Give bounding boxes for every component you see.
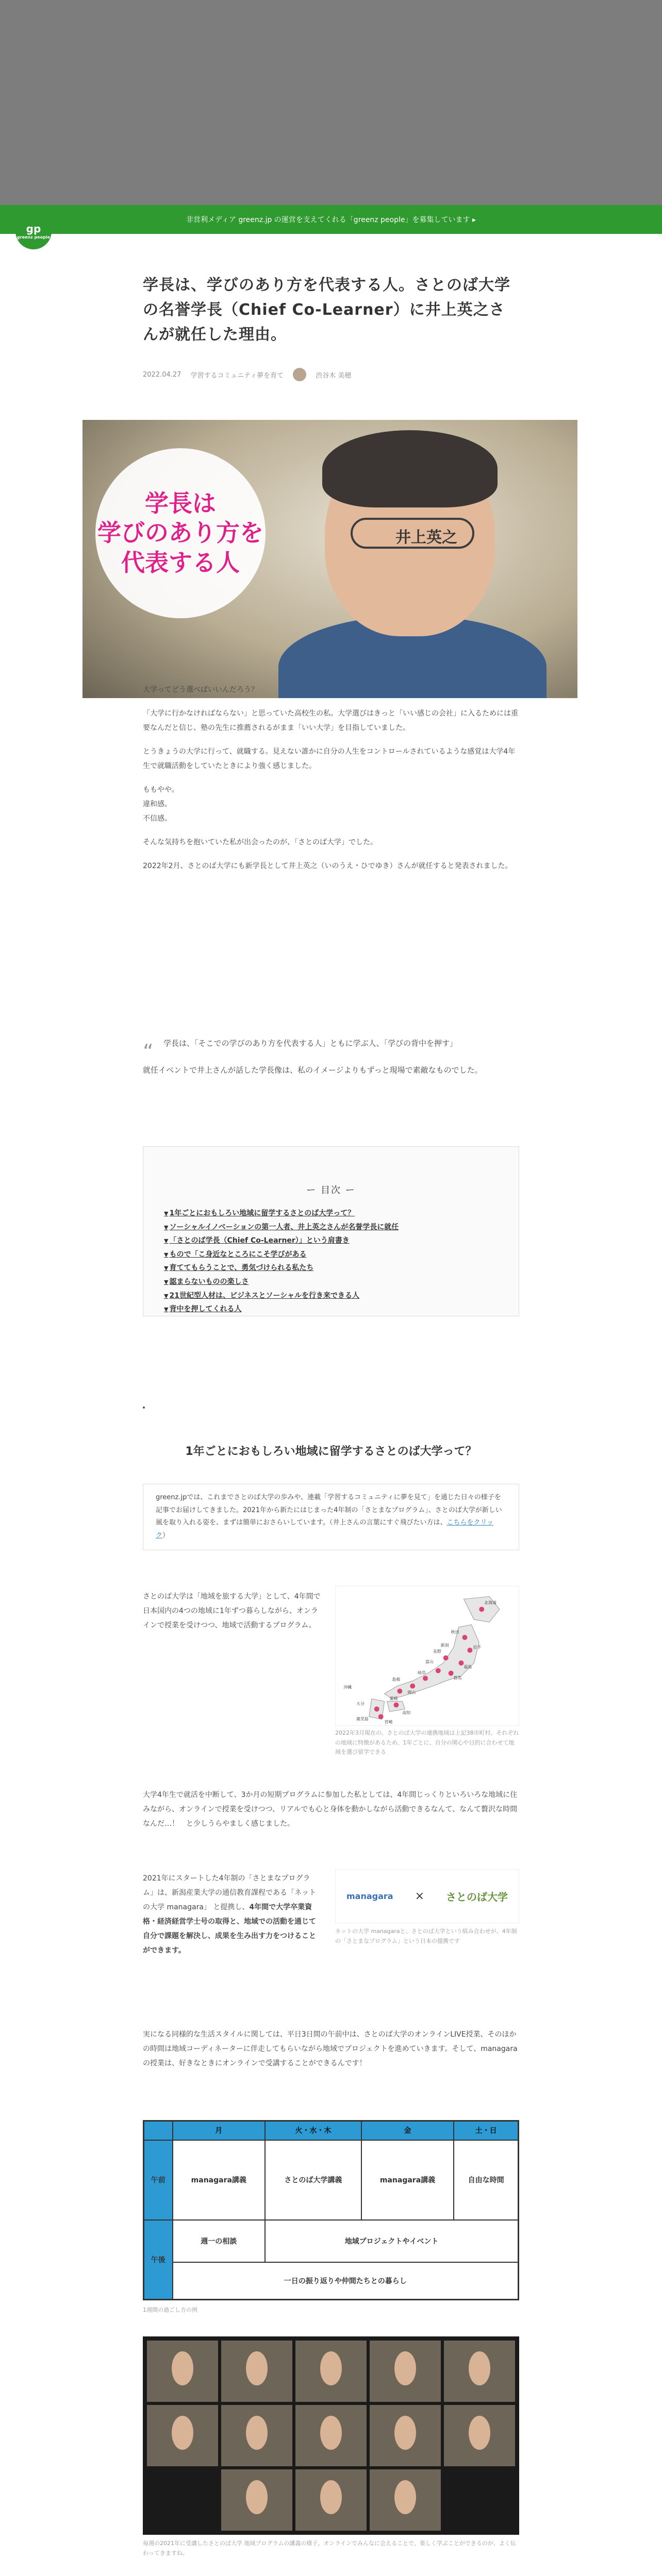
schedule-cell: さとのば大学講義 [265, 2140, 361, 2220]
intro-paragraph: とうきょうの大学に行って、就職する。見えない誰かに自分の人生をコントロールされているような感覚は大学4年生で就職活動をしていたときにより強く感じました。 [143, 748, 516, 770]
schedule-header-cell: 土・日 [454, 2121, 518, 2140]
map-label: 愛媛 [389, 1696, 398, 1701]
toc-title: ー 目次 ー [306, 1185, 356, 1196]
table-of-contents [143, 1146, 519, 1316]
intro-paragraph: 「大学に行かなければならない」と思っていた高校生の私。大学選びはきっと「いい感じの会社」に入るためには重要なんだと信じ、塾の先生に推薦されるがまま「いい大学」を目指していました。 [143, 709, 518, 732]
intro-text [143, 683, 519, 883]
schedule-cell: managara講義 [173, 2140, 266, 2220]
toc-item[interactable]: ▼ 背中を押してくれる人 [164, 1305, 242, 1314]
quote-mark-icon: “ [143, 1040, 154, 1064]
satonoba-logo: さとのば大学 [445, 1891, 508, 1903]
after-quote-paragraph: 就任イベントで井上さんが話した学長像は、私のイメージよりもずっと現場で素敵なものでした。 [143, 1065, 483, 1075]
section1-paragraph: 2021年にスタートした4年制の「さとまなプログラム」は、新潟産業大学の通信教育課程である「ネットの大学 managara」 と提携し、4年間で大学卒業資格・経済経営学士号の取得と、地域での活動を通じて自分で課題を解決し、成果を生み出す力をつけることができます。 [143, 1874, 316, 1955]
triangle-down-icon: ▼ [164, 1278, 169, 1285]
video-tile [295, 2469, 367, 2531]
video-tile [370, 2405, 441, 2466]
video-tile [221, 2469, 292, 2531]
schedule-am-row [144, 2140, 519, 2220]
intro-paragraph: ももやや。 [143, 786, 179, 794]
japan-map-figure [335, 1586, 519, 1726]
hero-headline-line2: 学びのあり方を [97, 519, 263, 547]
section1-paragraph: 大学4年生で就活を中断して、3か月の短期プログラムに参加した私としては、4年間じっくりといろいろな地域に住みながら、オンラインで授業を受けつつ、リアルでも心と身体を動かしながら活動できるなんて、なんて贅沢な時間なんだ…！ と少しうらやましく感じました。 [143, 1791, 518, 1828]
article-header [143, 273, 519, 381]
section1-heading: 1年ごとにおもしろい地域に留学するさとのば大学って？ [185, 1445, 477, 1458]
times-icon: × [415, 1890, 424, 1903]
weekly-schedule-table [143, 2120, 519, 2300]
schedule-cell: 一日の振り返りや仲間たちとの暮らし [173, 2262, 519, 2299]
notice-end: ） [162, 1532, 170, 1540]
video-tile [295, 2405, 367, 2466]
triangle-down-icon: ▼ [164, 1210, 169, 1217]
partner-logos-figure [335, 1869, 519, 1923]
hero-name: 井上英之 [395, 529, 457, 547]
section-divider-dot [143, 1406, 145, 1409]
video-tile [444, 2405, 515, 2466]
video-tile [221, 2405, 292, 2466]
map-label: 群馬 [453, 1675, 462, 1681]
greenz-people-logo[interactable] [15, 213, 52, 249]
triangle-down-icon: ▼ [164, 1306, 169, 1313]
schedule-row-label: 午前 [144, 2140, 173, 2220]
article-date: 2022.04.27 [143, 370, 181, 379]
map-label: 大分 [356, 1701, 365, 1706]
article-category[interactable]: 学習するコミュニティ夢を育て [190, 371, 284, 380]
intro-paragraph: 大学ってどう選べばいいんだろう？ [143, 686, 258, 694]
map-label: 岩手 [473, 1645, 482, 1650]
schedule-caption: 1週間の過ごし方の例 [143, 2307, 197, 2313]
map-label: 富山 [425, 1659, 434, 1664]
section1-paragraph: 実になる同様的な生活スタイルに関しては、平日3日間の午前中は、さとのば大学のオンラインLIVE授業、そのほかの時間は地域コーディネーターに伴走してもらいながら地域でプロジェクトを進めていきます。そして、managaraの授業は、好きなときにオンラインで受講することができるんです！ [143, 2030, 518, 2067]
video-tile-empty [147, 2469, 218, 2531]
schedule-pm-row [144, 2220, 519, 2263]
author-avatar[interactable] [293, 368, 306, 381]
intro-paragraph: 2022年2月、さとのば大学にも新学長として井上英之（いのうえ・ひでゆき）さんが就任すると発表されました。 [143, 862, 512, 870]
schedule-row-label: 午後 [144, 2220, 173, 2300]
top-gray-area [0, 0, 662, 205]
video-tile [221, 2341, 292, 2402]
intro-paragraph: 不信感。 [143, 815, 172, 823]
video-tile [147, 2405, 218, 2466]
map-label: 高知 [402, 1710, 411, 1716]
author-name[interactable]: 渋谷木 美穂 [316, 371, 352, 380]
video-tile [370, 2341, 441, 2402]
schedule-evening-row [144, 2262, 519, 2299]
map-label: 長野 [433, 1649, 441, 1654]
map-label: 新潟 [440, 1643, 449, 1648]
toc-item[interactable]: ▼ 育ててもらうことで、勇気づけられる私たち [164, 1264, 314, 1273]
toc-item[interactable]: ▼ 21世紀型人材は、ビジネスとソーシャルを行き来できる人 [164, 1291, 359, 1300]
schedule-cell: 週一の相談 [173, 2220, 266, 2263]
series-notice [143, 1484, 519, 1550]
quote-text: 学長は、「そこでの学びのあり方を代表する人」ともに学ぶ人、「学びの背中を押す」 [163, 1039, 458, 1048]
intro-paragraph: そんな気持ちを抱いていた私が出会ったのが、「さとのば大学」でした。 [143, 838, 377, 846]
toc-list [164, 1207, 498, 1316]
japan-map-svg [336, 1586, 519, 1725]
section1-paragraph: さとのば大学は「地域を旅する大学」として、4年間で日本国内の4つの地域に1年ずつ暮らしながら、オンラインで授業を受けつつ、地域で活動するプログラム。 [143, 1592, 321, 1630]
schedule-cell: 地域プロジェクトやイベント [265, 2220, 518, 2263]
schedule-header-cell [144, 2121, 173, 2140]
video-tile [370, 2469, 441, 2531]
schedule-header-row [144, 2121, 519, 2140]
banner-text[interactable]: 非営利メディア greenz.jp の運営を支えてくれる「greenz people」を募集しています ▸ [186, 216, 476, 224]
hero-person-hair [322, 430, 498, 507]
triangle-down-icon: ▼ [164, 1238, 169, 1245]
schedule-header-cell: 火・水・木 [265, 2121, 361, 2140]
hero-headline-line1: 学長は [145, 489, 216, 517]
schedule-cell: 自由な時間 [454, 2140, 518, 2220]
map-label: 鹿児島 [356, 1717, 369, 1722]
greenz-people-banner[interactable] [0, 205, 662, 234]
logo-text: greenz people [16, 234, 51, 240]
hero-headline-line3: 代表する人 [121, 548, 240, 577]
map-label: 福島 [464, 1664, 472, 1669]
toc-item[interactable]: ▼ 1年ごとにおもしろい地域に留学するさとのば大学って？ [164, 1209, 355, 1217]
toc-item[interactable]: ▼ 「さとのば学長（Chief Co-Learner）」という肩書き [164, 1236, 350, 1245]
hero-headline-badge [95, 448, 457, 618]
map-label: 島根 [392, 1677, 401, 1682]
logo-mark: gp [26, 222, 41, 235]
schedule-header-cell: 金 [361, 2121, 454, 2140]
schedule-cell: managara講義 [361, 2140, 454, 2220]
managara-logo: managara [346, 1891, 393, 1901]
notice-link[interactable]: こちらをクリック [156, 1519, 493, 1540]
hero-image [82, 420, 577, 698]
toc-item[interactable]: ▼ ソーシャルイノベーションの第一人者、井上英之さんが名誉学長に就任 [164, 1223, 399, 1231]
map-label: 北海道 [484, 1600, 496, 1605]
online-class-photo [143, 2336, 519, 2535]
toc-item[interactable]: ▼ 認まらないものの楽しさ [164, 1277, 249, 1286]
toc-item[interactable]: ▼ もので「こ身近なところにこそ学びがある [164, 1250, 307, 1259]
video-tile-empty [444, 2469, 515, 2531]
map-label: 岐阜 [418, 1670, 426, 1675]
triangle-down-icon: ▼ [164, 1224, 169, 1231]
zoom-caption: 毎週の2021年に受講したさとのば大学 地域プログラムの講義の様子。オンラインでみんなに会えることで、楽しく学ぶことができるのが、よく伝わってきますね。 [143, 2540, 516, 2556]
pull-quote [143, 1036, 519, 1078]
triangle-down-icon: ▼ [164, 1292, 169, 1299]
map-caption: 2022年3月現在の、さとのば大学の連携地域は上記38市町村。それぞれの地域に特徴があるため、1年ごとに、自分の関心や目的に合わせて地域を選び留学できる [335, 1730, 519, 1756]
map-label: 秋田 [451, 1630, 459, 1635]
logos-caption: ネットの大学 managaraと、さとのば大学という組み合わせが、4年制の「さとまなプログラム」という日本の提携です [335, 1928, 517, 1944]
map-label: 沖縄 [343, 1685, 352, 1690]
video-tile [444, 2341, 515, 2402]
map-label: 宮崎 [384, 1720, 393, 1725]
map-label: 岡山 [407, 1690, 416, 1695]
triangle-down-icon: ▼ [164, 1265, 169, 1272]
schedule-header-cell: 月 [173, 2121, 266, 2140]
triangle-down-icon: ▼ [164, 1251, 169, 1258]
video-tile [295, 2341, 367, 2402]
article-title: 学長は、学びのあり方を代表する人。さとのば大学の名誉学長（Chief Co-Learner）に井上英之さんが就任した理由。 [143, 276, 510, 344]
intro-paragraph: 違和感。 [143, 800, 172, 808]
video-tile [147, 2341, 218, 2402]
article-meta [143, 368, 519, 381]
notice-text: greenz.jpでは、これまでさとのば大学の歩みや、連載「学習するコミュニティに夢を見て」を通じた日々の様子を記事でお届けしてきました。2021年から新たにはじまった4年制の「さとまなプログラム」、さとのば大学が新しい風を取り入れる姿を、まずは簡単におさらいしています。（井上さんの言葉にすぐ飛びたい方は、 [156, 1494, 502, 1527]
